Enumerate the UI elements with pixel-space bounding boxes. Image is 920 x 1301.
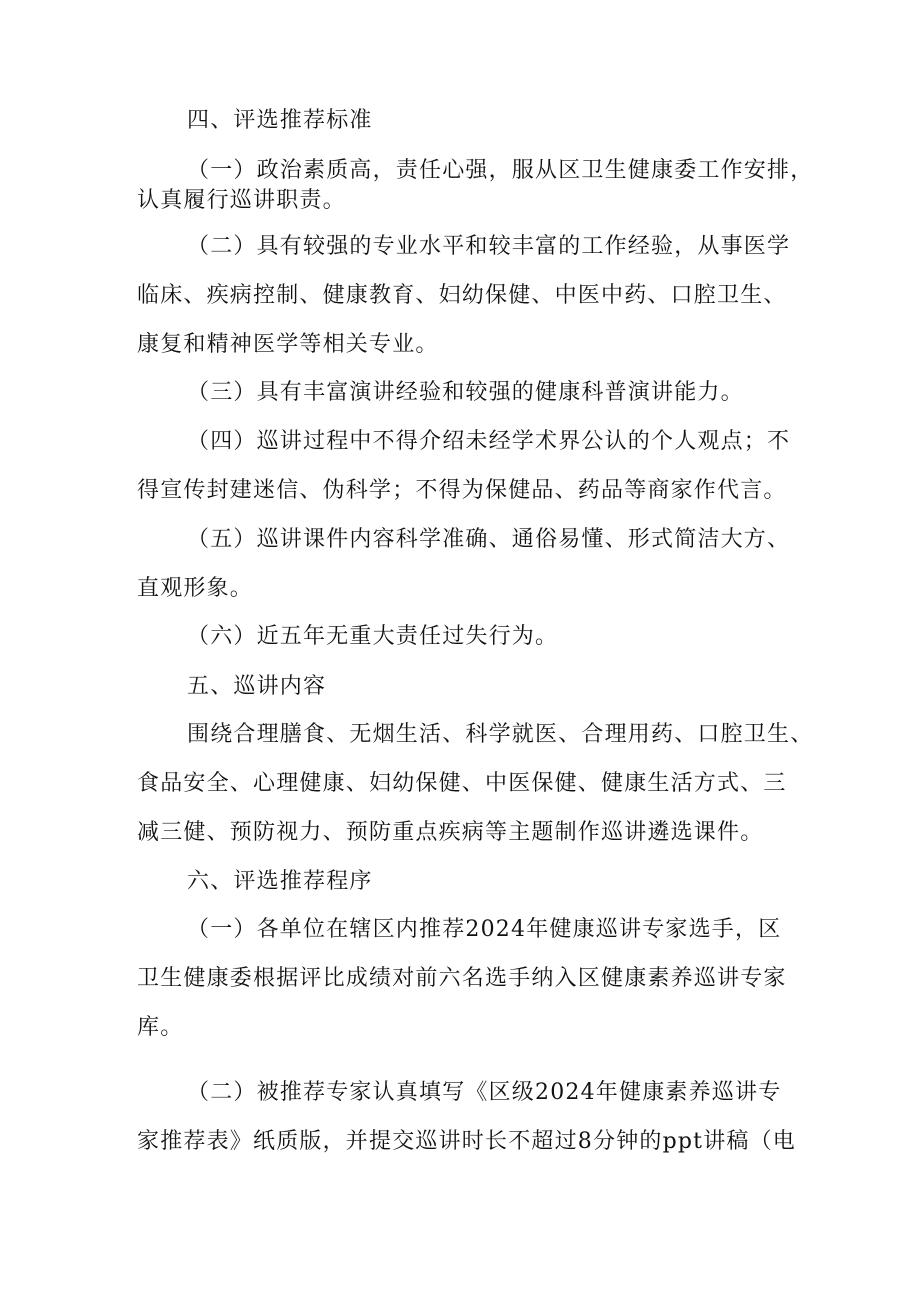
criterion-1-line-2: 认真履行巡讲职责。 (137, 188, 346, 213)
content-line-3: 减三健、预防视力、预防重点疾病等主题制作巡讲遴选课件。 (137, 820, 764, 845)
criterion-2-line-2: 临床、疾病控制、健康教育、妇幼保健、中医中药、口腔卫生、 (137, 283, 787, 308)
criterion-1-line-1: （一）政治素质高，责任心强，服从区卫生健康委工作安排， (187, 158, 814, 183)
criterion-2-line-3: 康复和精神医学等相关专业。 (137, 332, 439, 357)
criterion-5-line-1: （五）巡讲课件内容科学准确、通俗易懂、形式简洁大方、 (187, 527, 791, 552)
section-heading-6: 六、评选推荐程序 (187, 869, 373, 894)
procedure-1-line-3: 库。 (137, 1015, 184, 1040)
procedure-1-line-1: （一）各单位在辖区内推荐2024年健康巡讲专家选手，区 (187, 917, 782, 942)
criterion-6-line-1: （六）近五年无重大责任过失行为。 (187, 624, 559, 649)
section-heading-5: 五、巡讲内容 (187, 674, 327, 699)
section-heading-4: 四、评选推荐标准 (187, 108, 373, 133)
procedure-2-line-1: （二）被推荐专家认真填写《区级2024年健康素养巡讲专 (187, 1080, 782, 1105)
criterion-4-line-2: 得宣传封建迷信、伪科学；不得为保健品、药品等商家作代言。 (137, 478, 787, 503)
criterion-5-line-2: 直观形象。 (137, 576, 254, 601)
criterion-4-line-1: （四）巡讲过程中不得介绍未经学术界公认的个人观点；不 (187, 429, 791, 454)
criterion-3-line-1: （三）具有丰富演讲经验和较强的健康科普演讲能力。 (187, 380, 744, 405)
procedure-1-line-2: 卫生健康委根据评比成绩对前六名选手纳入区健康素养巡讲专家 (137, 966, 787, 991)
content-line-1: 围绕合理膳食、无烟生活、科学就医、合理用药、口腔卫生、 (187, 722, 814, 747)
content-line-2: 食品安全、心理健康、妇幼保健、中医保健、健康生活方式、三 (137, 771, 787, 796)
criterion-2-line-1: （二）具有较强的专业水平和较丰富的工作经验，从事医学 (187, 234, 791, 259)
procedure-2-line-2: 家推荐表》纸质版，并提交巡讲时长不超过8分钟的ppt讲稿（电 (137, 1129, 797, 1154)
